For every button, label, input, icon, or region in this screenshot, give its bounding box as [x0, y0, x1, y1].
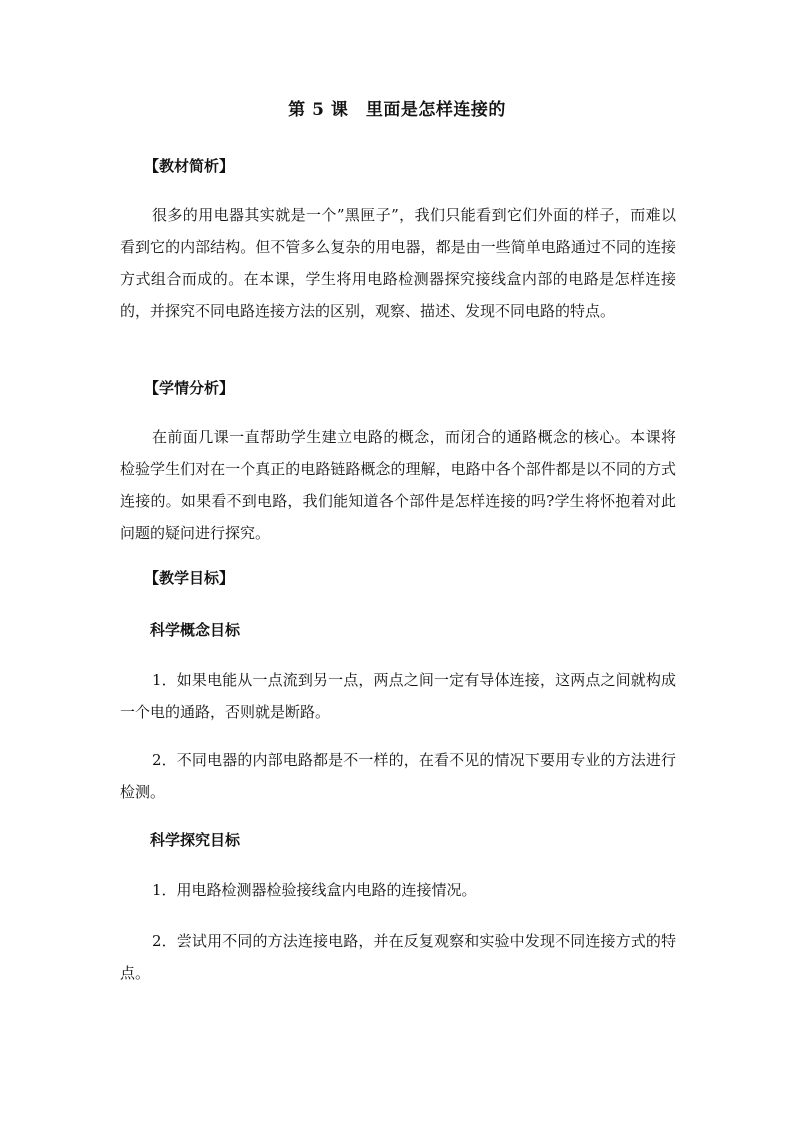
section-heading-student-analysis: 【学情分析】	[144, 379, 235, 397]
paragraph-textbook-analysis: 很多的用电器其实就是一个”黑匣子”，我们只能看到它们外面的样子，而难以看到它的内部结构。但不管多么复杂的用电器，都是由一些简单电路通过不同的连接方式组合而成的。在本课，学生将用电路检测器探究接线盒内部的电路是怎样连接的，并探究不同电路连接方法的区别，观察、描述、发现不同电路的特点。	[120, 206, 676, 320]
list-item-concept-2: 2．不同电器的内部电路都是不一样的，在看不见的情况下要用专业的方法进行检测。	[120, 751, 676, 801]
list-item-concept-1: 1．如果电能从一点流到另一点，两点之间一定有导体连接，这两点之间就构成一个电的通路，否则就是断路。	[120, 671, 676, 721]
subheading-concept-goals: 科学概念目标	[150, 621, 241, 639]
section-heading-textbook-analysis: 【教材简析】	[144, 157, 235, 175]
paragraph-student-analysis: 在前面几课一直帮助学生建立电路的概念，而闭合的通路概念的核心。本课将检验学生们对在一个真正的电路链路概念的理解，电路中各个部件都是以不同的方式连接的。如果看不到电路，我们能知道各个部件是怎样连接的吗?学生将怀抱着对此问题的疑问进行探究。	[120, 428, 676, 542]
subheading-inquiry-goals: 科学探究目标	[150, 831, 241, 849]
list-item-inquiry-1: 1．用电路检测器检验接线盒内电路的连接情况。	[152, 881, 477, 899]
page-title: 第 5 课 里面是怎样连接的	[288, 100, 506, 120]
list-item-inquiry-2: 2．尝试用不同的方法连接电路，并在反复观察和实验中发现不同连接方式的特点。	[120, 932, 676, 982]
section-heading-teaching-goals: 【教学目标】	[144, 569, 235, 587]
